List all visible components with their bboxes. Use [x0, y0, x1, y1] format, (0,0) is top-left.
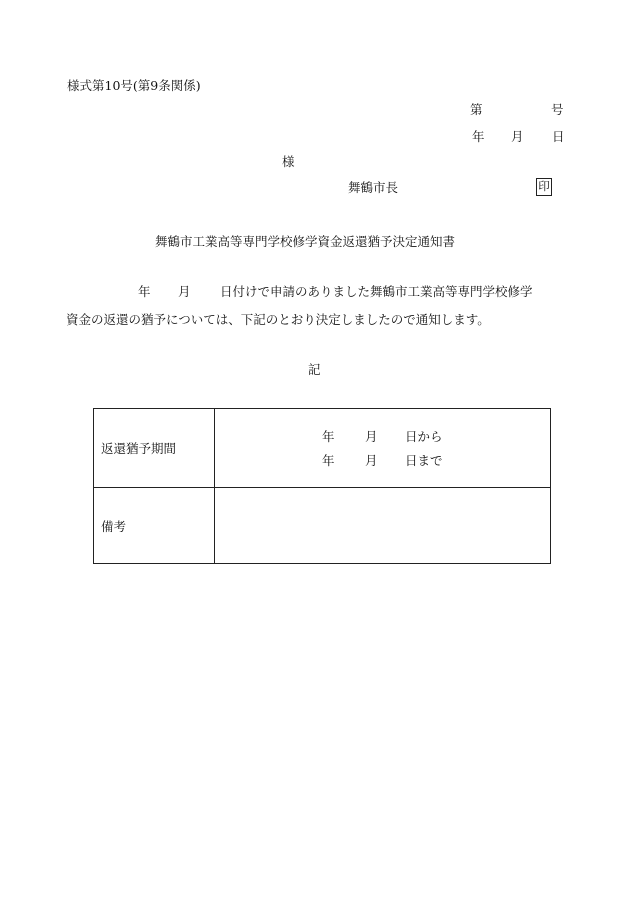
table-row-remarks [94, 487, 550, 564]
ki-heading: 記 [308, 362, 321, 377]
seal-stamp-box: 印 [536, 178, 552, 196]
addressee-suffix: 様 [282, 154, 295, 169]
form-number: 様式第10号(第9条関係) [67, 78, 201, 93]
table-row-period [94, 409, 550, 488]
period-label: 返還猶予期間 [101, 441, 177, 456]
body-month: 月 [178, 284, 191, 299]
issuer-name: 舞鶴市長 [348, 180, 399, 195]
from-month: 月 [365, 429, 378, 444]
date-day: 日 [552, 129, 565, 144]
document-number-prefix: 第 [470, 102, 483, 117]
to-month: 月 [365, 453, 378, 468]
remarks-value-cell [215, 487, 550, 564]
body-line2: 資金の返還の猶予については、下記のとおり決定しましたので通知します。 [66, 312, 490, 327]
from-day: 日から [405, 429, 443, 444]
to-year: 年 [322, 453, 335, 468]
to-day: 日まで [405, 453, 443, 468]
table-label-cell [94, 409, 215, 487]
date-month: 月 [511, 129, 524, 144]
table-label-cell [94, 487, 215, 564]
body-year: 年 [138, 284, 151, 299]
period-value-cell [215, 409, 550, 487]
body-line1: 日付けで申請のありました舞鶴市工業高等専門学校修学 [220, 284, 533, 299]
detail-table [93, 408, 551, 564]
remarks-label: 備考 [101, 518, 127, 534]
from-year: 年 [322, 429, 335, 444]
document-title: 舞鶴市工業高等専門学校修学資金返還猶予決定通知書 [155, 234, 456, 249]
document-number-suffix: 号 [551, 102, 564, 117]
date-year: 年 [472, 129, 485, 144]
